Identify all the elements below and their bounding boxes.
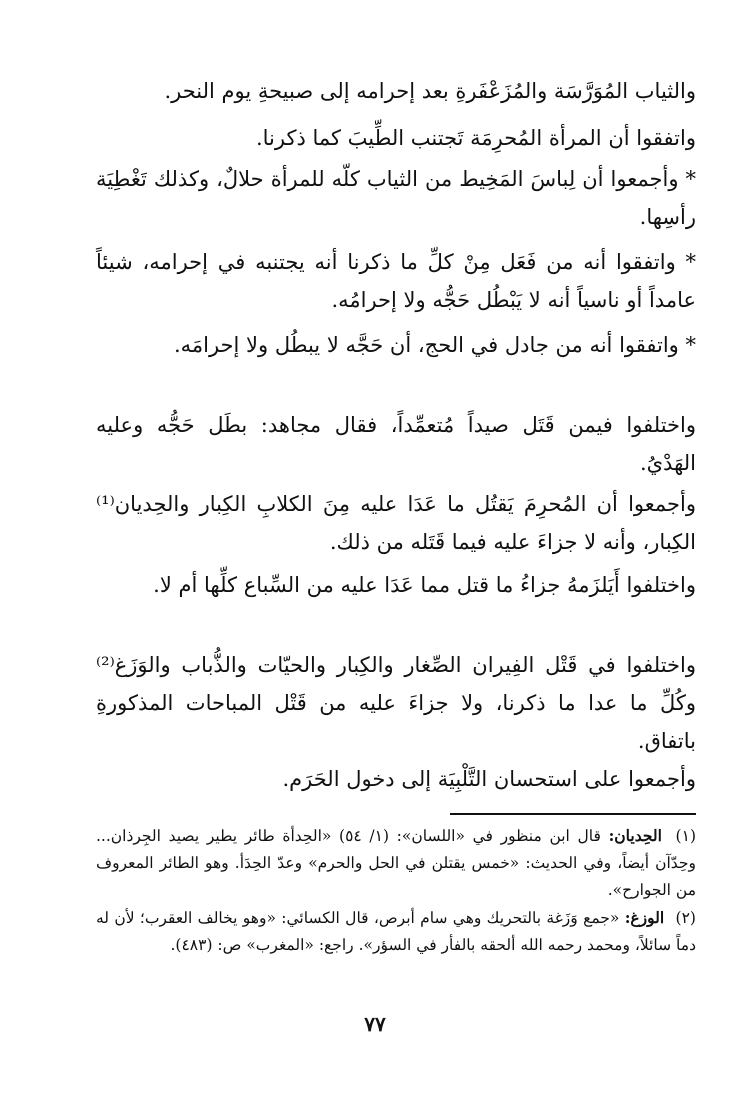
paragraph-6: واختلفوا فيمن قَتَل صيداً مُتعمِّداً، فقال مجاهد: بطَل حَجُّه وعليه الهَدْيُ. [96, 413, 696, 475]
footnote-term: الحِديان: [608, 826, 662, 845]
footnote-number: (٢) [675, 909, 696, 927]
page-number: ٧٧ [364, 1012, 386, 1036]
paragraph-5: * واتفقوا أنه من جادل في الحج، أن حَجَّه لا يبطُل ولا إحرامَه. [173, 333, 696, 357]
footnote-1 [96, 822, 696, 904]
footnote-2 [96, 904, 696, 959]
footnote-text: قال ابن منظور في «اللسان»: (١/ ٥٤) «الحِدأة طائر يطير يصيد الجِرذان... وحِدّآن أيضاً، وفي الحديث: «خمس يقتلن في الحل والحرم» وعدّ الحِدَأ. وهو الطائر المعروف من الجوارح». [96, 827, 696, 899]
footnote-term: الوزغ: [624, 908, 665, 927]
paragraph-8: واختلفوا أَيَلزَمهُ جزاءُ ما قتل مما عَدَا عليه من السِّباع كلِّها أم لا. [153, 573, 696, 597]
paragraph-1: والثياب المُوَرَّسَة والمُزَعْفَرةِ بعد إحرامه إلى صبيحةِ يوم النحر. [164, 79, 696, 103]
paragraph-7: وأجمعوا أن المُحرِمَ يَقتُل ما عَدَا عليه مِنَ الكلابِ الكِبار والحِديان⁽¹⁾ الكِبار، وأنه لا جزاءَ عليه فيما قَتَله من ذلك. [96, 492, 696, 554]
footnote-separator [450, 813, 696, 815]
footnote-text: «جمع وَزَغة بالتحريك وهي سام أبرص، قال الكسائي: «وهو يخالف العقرب؛ لأن له دماً سائلاً، ومحمد رحمه الله ألحقه بالفأر في السؤر». راجع: «المغرب» ص: (٤٨٣). [96, 909, 696, 954]
footnote-number: (١) [675, 827, 696, 845]
paragraph-3: * وأجمعوا أن لِباسَ المَخِيط من الثياب كلّه للمرأة حلالٌ، وكذلك تَغْطِيَة رأسِها. [96, 167, 696, 229]
paragraph-2: واتفقوا أن المرأة المُحرِمَة تَجتنب الطِّيبَ كما ذكرنا. [255, 126, 696, 150]
paragraph-4: * واتفقوا أنه من فَعَل مِنْ كلِّ ما ذكرنا أنه يجتنبه في إحرامه، شيئاً عامداً أو ناسياً أنه لا يَبْطُل حَجُّه ولا إحرامُه. [96, 250, 696, 312]
paragraph-10: وأجمعوا على استحسان التَّلْبِيَة إلى دخول الحَرَم. [282, 767, 696, 791]
paragraph-9: واختلفوا في قَتْل الفِيران الصِّغار والكِبار والحيّات والذُّباب والوَزَغ⁽²⁾ وكُلِّ ما عدا ما ذكرنا، ولا جزاءَ عليه من قَتْل المباحات المذكورةِ باتفاق. [96, 653, 696, 753]
